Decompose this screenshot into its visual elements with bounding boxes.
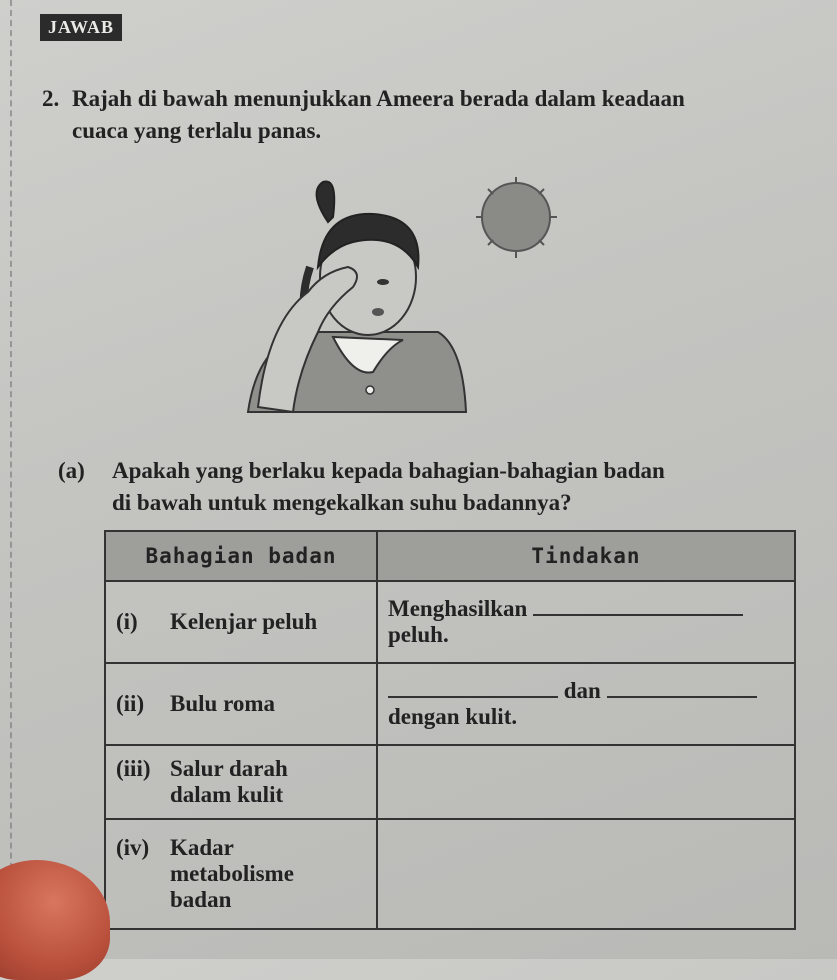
action-cell-empty[interactable] [377,745,795,819]
part-a-label: (a) [58,458,85,483]
body-part-cell [105,581,377,663]
part-a-line-1 [58,458,665,484]
part-a-text-1: Apakah yang berlaku kepada bahagian-bahagian badan [112,458,665,483]
question-line-2: cuaca yang terlalu panas. [72,118,322,143]
body-part-text-3: badan [170,887,232,912]
body-part-text-2: dalam kulit [170,782,284,807]
row-number: (iii) [116,756,151,781]
header-action: Tindakan [377,531,795,581]
action-cell [377,581,795,663]
body-part-cell [105,745,377,819]
part-a-line-2: di bawah untuk mengekalkan suhu badannya? [112,490,572,515]
answer-table [104,530,796,930]
action-mid-text: dan [563,678,601,703]
action-text: Menghasilkan [388,596,528,621]
question-number: 2. [42,86,60,111]
action-cell-empty[interactable] [377,819,795,929]
row-number: (iv) [116,835,150,860]
body-part-cell [105,663,377,745]
answer-blank[interactable] [533,596,743,616]
finger-photo-artifact [0,860,110,980]
table-header-row [105,531,795,581]
question-line-1 [42,86,685,112]
table-row [105,819,795,929]
body-part-text: Kelenjar peluh [170,609,318,634]
body-part-text: Bulu roma [170,691,276,716]
action-text-2: dengan kulit. [388,704,518,729]
row-number: (ii) [116,691,145,716]
answer-blank[interactable] [607,678,757,698]
row-number: (i) [116,609,138,634]
answer-blank[interactable] [388,678,558,698]
header-body-part: Bahagian badan [105,531,377,581]
question-text-1: Rajah di bawah menunjukkan Ameera berada dalam keadaan [72,86,685,111]
table-row [105,663,795,745]
jawab-label: JAWAB [40,14,122,41]
margin-rule [10,0,14,959]
table-row [105,745,795,819]
body-part-cell [105,819,377,929]
body-part-text: Salur darah [170,756,288,781]
action-text-2: peluh. [388,622,449,647]
girl-figure [248,181,466,412]
girl-in-hot-sun-illustration [238,172,568,417]
body-part-text: Kadar [170,835,234,860]
sun-icon [476,177,557,258]
action-cell [377,663,795,745]
table-row [105,581,795,663]
body-part-text-2: metabolisme [170,861,294,886]
